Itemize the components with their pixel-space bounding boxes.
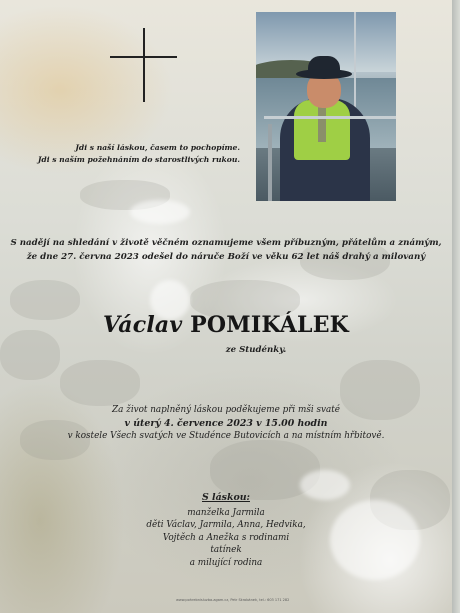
deceased-name bbox=[0, 312, 452, 338]
ceremony-line: Za život naplněný láskou poděkujeme při mši svaté bbox=[112, 405, 340, 415]
ceremony-place: v kostele Všech svatých ve Studénce Butovicích a na místním hřbitově. bbox=[67, 431, 385, 441]
stream-water bbox=[130, 200, 190, 224]
footer-credit: www.pohrebnisluzba-agam.cz, Petr Skrobánek, tel.: 603 171 282 bbox=[176, 598, 290, 602]
background-rock bbox=[60, 360, 140, 406]
signoff-line: manželka Jarmila bbox=[187, 507, 265, 518]
cross-icon-bar bbox=[110, 56, 177, 58]
last-name: POMIKÁLEK bbox=[190, 312, 349, 338]
paper-edge bbox=[452, 0, 460, 613]
ceremony-date: v úterý 4. července 2023 v 15.00 hodin bbox=[124, 418, 328, 429]
signoff-heading: S láskou: bbox=[202, 492, 250, 503]
family-signoff bbox=[0, 492, 452, 570]
cross-icon bbox=[143, 28, 145, 102]
signoff-line: Vojtěch a Anežka s rodinami bbox=[162, 532, 290, 543]
announcement-line: S nadějí na shledání v životě věčném oznamujeme všem příbuzným, přátelům a známým, bbox=[10, 238, 442, 248]
signoff-line: tatínek bbox=[210, 545, 242, 556]
memorial-quote bbox=[30, 142, 240, 166]
announcement bbox=[0, 236, 452, 264]
signoff-line: děti Václav, Jarmila, Anna, Hedvika, bbox=[146, 520, 306, 531]
signoff-line: a milující rodina bbox=[189, 557, 263, 568]
ceremony-details bbox=[0, 404, 452, 443]
deceased-photo bbox=[256, 12, 396, 201]
deceased-origin: ze Studénky. bbox=[225, 345, 287, 355]
first-name: Václav bbox=[103, 312, 183, 338]
announcement-line: že dne 27. června 2023 odešel do náruče Boží ve věku 62 let náš drahý a milovaný bbox=[26, 252, 426, 262]
quote-line: Jdi s naší láskou, časem to pochopíme. bbox=[75, 143, 240, 152]
quote-line: Jdi s naším požehnáním do starostlivých rukou. bbox=[37, 155, 240, 164]
